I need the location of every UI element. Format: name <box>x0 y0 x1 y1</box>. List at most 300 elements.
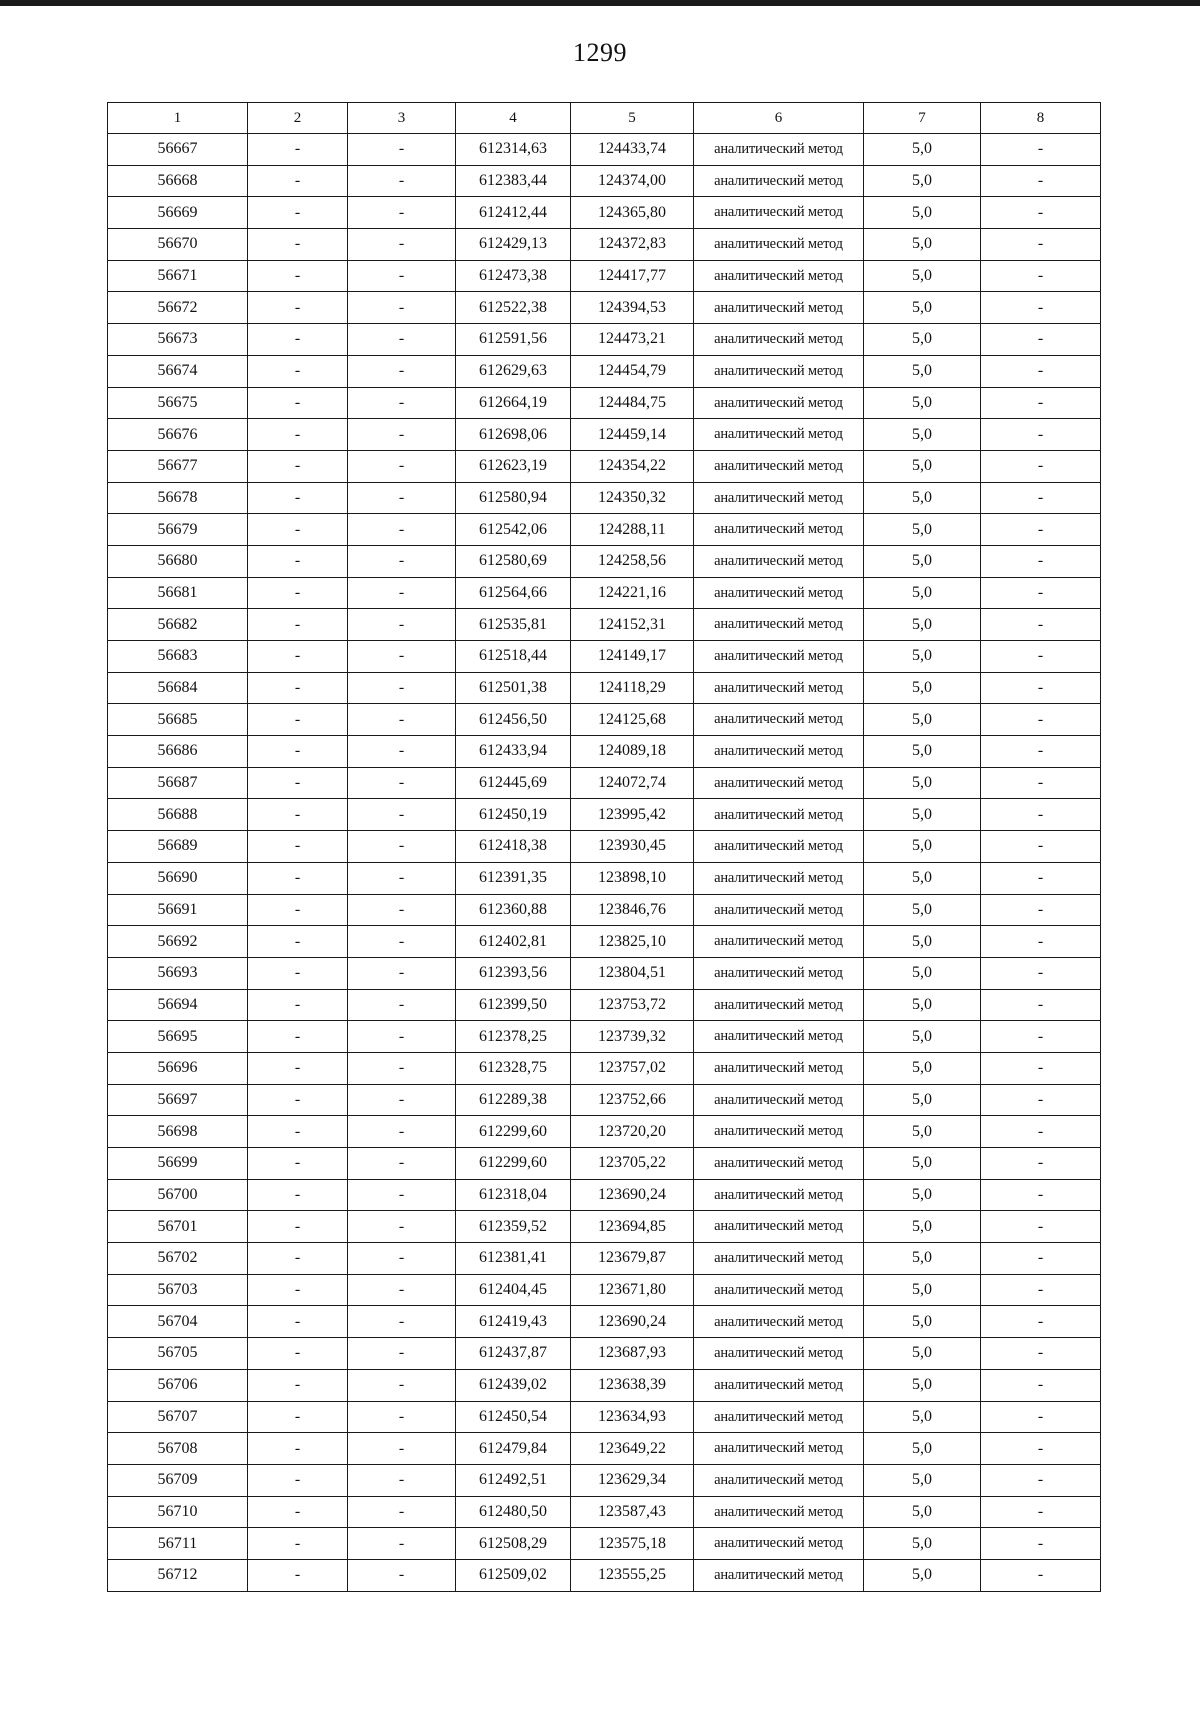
method-cell: аналитический метод <box>694 355 864 387</box>
accuracy-cell: 5,0 <box>864 1528 981 1560</box>
y-coordinate-cell: 124454,79 <box>571 355 694 387</box>
col8-cell: - <box>981 197 1101 229</box>
col8-cell: - <box>981 1559 1101 1591</box>
point-number-cell: 56673 <box>108 324 248 356</box>
column-header: 1 <box>108 103 248 134</box>
col8-cell: - <box>981 387 1101 419</box>
point-number-cell: 56674 <box>108 355 248 387</box>
col3-cell: - <box>348 862 456 894</box>
x-coordinate-cell: 612433,94 <box>456 736 571 768</box>
table-row <box>108 831 1101 863</box>
col2-cell: - <box>248 1148 348 1180</box>
col8-cell: - <box>981 324 1101 356</box>
col3-cell: - <box>348 1496 456 1528</box>
col2-cell: - <box>248 926 348 958</box>
col3-cell: - <box>348 292 456 324</box>
table-row <box>108 641 1101 673</box>
table-row <box>108 926 1101 958</box>
column-header: 5 <box>571 103 694 134</box>
method-cell: аналитический метод <box>694 1021 864 1053</box>
y-coordinate-cell: 124417,77 <box>571 260 694 292</box>
col8-cell: - <box>981 1401 1101 1433</box>
coordinates-table <box>107 102 1101 1592</box>
method-cell: аналитический метод <box>694 831 864 863</box>
table-row <box>108 1148 1101 1180</box>
method-cell: аналитический метод <box>694 1052 864 1084</box>
accuracy-cell: 5,0 <box>864 1179 981 1211</box>
point-number-cell: 56672 <box>108 292 248 324</box>
method-cell: аналитический метод <box>694 799 864 831</box>
accuracy-cell: 5,0 <box>864 1306 981 1338</box>
point-number-cell: 56671 <box>108 260 248 292</box>
method-cell: аналитический метод <box>694 260 864 292</box>
col8-cell: - <box>981 862 1101 894</box>
accuracy-cell: 5,0 <box>864 1211 981 1243</box>
table-row <box>108 229 1101 261</box>
point-number-cell: 56680 <box>108 545 248 577</box>
point-number-cell: 56709 <box>108 1464 248 1496</box>
method-cell: аналитический метод <box>694 514 864 546</box>
col2-cell: - <box>248 1084 348 1116</box>
col3-cell: - <box>348 926 456 958</box>
table-row <box>108 1084 1101 1116</box>
point-number-cell: 56687 <box>108 767 248 799</box>
col3-cell: - <box>348 577 456 609</box>
table-body <box>108 103 1101 1592</box>
point-number-cell: 56698 <box>108 1116 248 1148</box>
col2-cell: - <box>248 989 348 1021</box>
accuracy-cell: 5,0 <box>864 1021 981 1053</box>
x-coordinate-cell: 612391,35 <box>456 862 571 894</box>
col8-cell: - <box>981 482 1101 514</box>
point-number-cell: 56700 <box>108 1179 248 1211</box>
column-header: 2 <box>248 103 348 134</box>
accuracy-cell: 5,0 <box>864 165 981 197</box>
accuracy-cell: 5,0 <box>864 831 981 863</box>
x-coordinate-cell: 612698,06 <box>456 419 571 451</box>
col8-cell: - <box>981 1433 1101 1465</box>
point-number-cell: 56695 <box>108 1021 248 1053</box>
y-coordinate-cell: 123671,80 <box>571 1274 694 1306</box>
point-number-cell: 56704 <box>108 1306 248 1338</box>
x-coordinate-cell: 612419,43 <box>456 1306 571 1338</box>
col2-cell: - <box>248 1211 348 1243</box>
x-coordinate-cell: 612378,25 <box>456 1021 571 1053</box>
y-coordinate-cell: 123690,24 <box>571 1179 694 1211</box>
col2-cell: - <box>248 419 348 451</box>
col3-cell: - <box>348 1211 456 1243</box>
col8-cell: - <box>981 831 1101 863</box>
y-coordinate-cell: 123757,02 <box>571 1052 694 1084</box>
x-coordinate-cell: 612399,50 <box>456 989 571 1021</box>
table-row <box>108 324 1101 356</box>
point-number-cell: 56710 <box>108 1496 248 1528</box>
col8-cell: - <box>981 672 1101 704</box>
point-number-cell: 56669 <box>108 197 248 229</box>
x-coordinate-cell: 612404,45 <box>456 1274 571 1306</box>
table-row <box>108 1116 1101 1148</box>
col8-cell: - <box>981 134 1101 166</box>
x-coordinate-cell: 612509,02 <box>456 1559 571 1591</box>
point-number-cell: 56681 <box>108 577 248 609</box>
column-header: 6 <box>694 103 864 134</box>
y-coordinate-cell: 123898,10 <box>571 862 694 894</box>
point-number-cell: 56706 <box>108 1369 248 1401</box>
x-coordinate-cell: 612439,02 <box>456 1369 571 1401</box>
x-coordinate-cell: 612359,52 <box>456 1211 571 1243</box>
y-coordinate-cell: 124433,74 <box>571 134 694 166</box>
col2-cell: - <box>248 957 348 989</box>
accuracy-cell: 5,0 <box>864 1369 981 1401</box>
column-header: 8 <box>981 103 1101 134</box>
method-cell: аналитический метод <box>694 736 864 768</box>
point-number-cell: 56697 <box>108 1084 248 1116</box>
x-coordinate-cell: 612318,04 <box>456 1179 571 1211</box>
col3-cell: - <box>348 704 456 736</box>
col3-cell: - <box>348 894 456 926</box>
table-row <box>108 1211 1101 1243</box>
col2-cell: - <box>248 1401 348 1433</box>
x-coordinate-cell: 612299,60 <box>456 1148 571 1180</box>
y-coordinate-cell: 124089,18 <box>571 736 694 768</box>
accuracy-cell: 5,0 <box>864 957 981 989</box>
table-row <box>108 736 1101 768</box>
point-number-cell: 56705 <box>108 1338 248 1370</box>
col3-cell: - <box>348 545 456 577</box>
col3-cell: - <box>348 324 456 356</box>
col8-cell: - <box>981 229 1101 261</box>
accuracy-cell: 5,0 <box>864 419 981 451</box>
col3-cell: - <box>348 1464 456 1496</box>
table-row <box>108 672 1101 704</box>
col2-cell: - <box>248 1116 348 1148</box>
x-coordinate-cell: 612629,63 <box>456 355 571 387</box>
method-cell: аналитический метод <box>694 641 864 673</box>
table-row <box>108 514 1101 546</box>
table-row <box>108 1401 1101 1433</box>
point-number-cell: 56694 <box>108 989 248 1021</box>
y-coordinate-cell: 124118,29 <box>571 672 694 704</box>
point-number-cell: 56670 <box>108 229 248 261</box>
col2-cell: - <box>248 577 348 609</box>
col8-cell: - <box>981 1369 1101 1401</box>
col2-cell: - <box>248 894 348 926</box>
col2-cell: - <box>248 165 348 197</box>
x-coordinate-cell: 612314,63 <box>456 134 571 166</box>
method-cell: аналитический метод <box>694 292 864 324</box>
col8-cell: - <box>981 1211 1101 1243</box>
table-row <box>108 1021 1101 1053</box>
col2-cell: - <box>248 704 348 736</box>
col2-cell: - <box>248 1179 348 1211</box>
method-cell: аналитический метод <box>694 862 864 894</box>
col3-cell: - <box>348 355 456 387</box>
col8-cell: - <box>981 799 1101 831</box>
accuracy-cell: 5,0 <box>864 1496 981 1528</box>
col8-cell: - <box>981 514 1101 546</box>
accuracy-cell: 5,0 <box>864 1052 981 1084</box>
y-coordinate-cell: 124149,17 <box>571 641 694 673</box>
y-coordinate-cell: 124374,00 <box>571 165 694 197</box>
col2-cell: - <box>248 1274 348 1306</box>
point-number-cell: 56696 <box>108 1052 248 1084</box>
col2-cell: - <box>248 514 348 546</box>
method-cell: аналитический метод <box>694 229 864 261</box>
col8-cell: - <box>981 989 1101 1021</box>
col2-cell: - <box>248 134 348 166</box>
col2-cell: - <box>248 1243 348 1275</box>
accuracy-cell: 5,0 <box>864 1274 981 1306</box>
col8-cell: - <box>981 641 1101 673</box>
x-coordinate-cell: 612580,94 <box>456 482 571 514</box>
y-coordinate-cell: 123687,93 <box>571 1338 694 1370</box>
col2-cell: - <box>248 1021 348 1053</box>
method-cell: аналитический метод <box>694 1369 864 1401</box>
accuracy-cell: 5,0 <box>864 1116 981 1148</box>
accuracy-cell: 5,0 <box>864 482 981 514</box>
table-row <box>108 862 1101 894</box>
accuracy-cell: 5,0 <box>864 799 981 831</box>
x-coordinate-cell: 612501,38 <box>456 672 571 704</box>
col3-cell: - <box>348 1274 456 1306</box>
col2-cell: - <box>248 672 348 704</box>
method-cell: аналитический метод <box>694 1116 864 1148</box>
x-coordinate-cell: 612299,60 <box>456 1116 571 1148</box>
y-coordinate-cell: 123705,22 <box>571 1148 694 1180</box>
accuracy-cell: 5,0 <box>864 292 981 324</box>
accuracy-cell: 5,0 <box>864 1464 981 1496</box>
y-coordinate-cell: 123995,42 <box>571 799 694 831</box>
y-coordinate-cell: 123638,39 <box>571 1369 694 1401</box>
col8-cell: - <box>981 1116 1101 1148</box>
x-coordinate-cell: 612456,50 <box>456 704 571 736</box>
accuracy-cell: 5,0 <box>864 577 981 609</box>
col8-cell: - <box>981 355 1101 387</box>
point-number-cell: 56689 <box>108 831 248 863</box>
point-number-cell: 56678 <box>108 482 248 514</box>
point-number-cell: 56677 <box>108 450 248 482</box>
col2-cell: - <box>248 260 348 292</box>
y-coordinate-cell: 123634,93 <box>571 1401 694 1433</box>
method-cell: аналитический метод <box>694 482 864 514</box>
point-number-cell: 56699 <box>108 1148 248 1180</box>
accuracy-cell: 5,0 <box>864 1559 981 1591</box>
y-coordinate-cell: 123720,20 <box>571 1116 694 1148</box>
table-row <box>108 260 1101 292</box>
method-cell: аналитический метод <box>694 767 864 799</box>
col3-cell: - <box>348 1306 456 1338</box>
accuracy-cell: 5,0 <box>864 134 981 166</box>
y-coordinate-cell: 124459,14 <box>571 419 694 451</box>
accuracy-cell: 5,0 <box>864 672 981 704</box>
y-coordinate-cell: 123753,72 <box>571 989 694 1021</box>
method-cell: аналитический метод <box>694 672 864 704</box>
col2-cell: - <box>248 450 348 482</box>
col8-cell: - <box>981 292 1101 324</box>
table-row <box>108 1306 1101 1338</box>
y-coordinate-cell: 124372,83 <box>571 229 694 261</box>
x-coordinate-cell: 612289,38 <box>456 1084 571 1116</box>
col8-cell: - <box>981 165 1101 197</box>
accuracy-cell: 5,0 <box>864 229 981 261</box>
accuracy-cell: 5,0 <box>864 1338 981 1370</box>
point-number-cell: 56682 <box>108 609 248 641</box>
col3-cell: - <box>348 1433 456 1465</box>
x-coordinate-cell: 612437,87 <box>456 1338 571 1370</box>
method-cell: аналитический метод <box>694 704 864 736</box>
col2-cell: - <box>248 545 348 577</box>
y-coordinate-cell: 123679,87 <box>571 1243 694 1275</box>
point-number-cell: 56679 <box>108 514 248 546</box>
col2-cell: - <box>248 1369 348 1401</box>
y-coordinate-cell: 123804,51 <box>571 957 694 989</box>
col2-cell: - <box>248 1052 348 1084</box>
y-coordinate-cell: 124365,80 <box>571 197 694 229</box>
col2-cell: - <box>248 355 348 387</box>
method-cell: аналитический метод <box>694 894 864 926</box>
col2-cell: - <box>248 1433 348 1465</box>
method-cell: аналитический метод <box>694 324 864 356</box>
col3-cell: - <box>348 197 456 229</box>
col8-cell: - <box>981 1148 1101 1180</box>
table-row <box>108 609 1101 641</box>
table-row <box>108 577 1101 609</box>
x-coordinate-cell: 612381,41 <box>456 1243 571 1275</box>
table-row <box>108 545 1101 577</box>
table-row <box>108 292 1101 324</box>
point-number-cell: 56707 <box>108 1401 248 1433</box>
method-cell: аналитический метод <box>694 1528 864 1560</box>
x-coordinate-cell: 612402,81 <box>456 926 571 958</box>
table-row <box>108 1559 1101 1591</box>
col3-cell: - <box>348 514 456 546</box>
point-number-cell: 56692 <box>108 926 248 958</box>
x-coordinate-cell: 612429,13 <box>456 229 571 261</box>
y-coordinate-cell: 124394,53 <box>571 292 694 324</box>
point-number-cell: 56675 <box>108 387 248 419</box>
table-row <box>108 1052 1101 1084</box>
point-number-cell: 56667 <box>108 134 248 166</box>
y-coordinate-cell: 123930,45 <box>571 831 694 863</box>
col3-cell: - <box>348 1401 456 1433</box>
point-number-cell: 56668 <box>108 165 248 197</box>
method-cell: аналитический метод <box>694 609 864 641</box>
accuracy-cell: 5,0 <box>864 926 981 958</box>
col3-cell: - <box>348 387 456 419</box>
col3-cell: - <box>348 1084 456 1116</box>
accuracy-cell: 5,0 <box>864 197 981 229</box>
point-number-cell: 56683 <box>108 641 248 673</box>
col8-cell: - <box>981 1274 1101 1306</box>
y-coordinate-cell: 124125,68 <box>571 704 694 736</box>
accuracy-cell: 5,0 <box>864 324 981 356</box>
x-coordinate-cell: 612535,81 <box>456 609 571 641</box>
table-row <box>108 1528 1101 1560</box>
method-cell: аналитический метод <box>694 387 864 419</box>
col2-cell: - <box>248 862 348 894</box>
table-header-row <box>108 103 1101 134</box>
method-cell: аналитический метод <box>694 197 864 229</box>
x-coordinate-cell: 612492,51 <box>456 1464 571 1496</box>
method-cell: аналитический метод <box>694 134 864 166</box>
accuracy-cell: 5,0 <box>864 894 981 926</box>
col3-cell: - <box>348 1369 456 1401</box>
accuracy-cell: 5,0 <box>864 355 981 387</box>
col3-cell: - <box>348 450 456 482</box>
col2-cell: - <box>248 736 348 768</box>
y-coordinate-cell: 123739,32 <box>571 1021 694 1053</box>
y-coordinate-cell: 124350,32 <box>571 482 694 514</box>
page-number: 1299 <box>573 38 627 67</box>
table-row <box>108 1179 1101 1211</box>
y-coordinate-cell: 123575,18 <box>571 1528 694 1560</box>
col8-cell: - <box>981 1084 1101 1116</box>
table-row <box>108 165 1101 197</box>
y-coordinate-cell: 124221,16 <box>571 577 694 609</box>
table-row <box>108 1243 1101 1275</box>
col3-cell: - <box>348 641 456 673</box>
col3-cell: - <box>348 1528 456 1560</box>
point-number-cell: 56690 <box>108 862 248 894</box>
col3-cell: - <box>348 736 456 768</box>
point-number-cell: 56702 <box>108 1243 248 1275</box>
x-coordinate-cell: 612393,56 <box>456 957 571 989</box>
y-coordinate-cell: 123752,66 <box>571 1084 694 1116</box>
col2-cell: - <box>248 1338 348 1370</box>
col8-cell: - <box>981 1243 1101 1275</box>
y-coordinate-cell: 123694,85 <box>571 1211 694 1243</box>
col3-cell: - <box>348 229 456 261</box>
point-number-cell: 56708 <box>108 1433 248 1465</box>
accuracy-cell: 5,0 <box>864 260 981 292</box>
method-cell: аналитический метод <box>694 1243 864 1275</box>
col3-cell: - <box>348 767 456 799</box>
x-coordinate-cell: 612479,84 <box>456 1433 571 1465</box>
col2-cell: - <box>248 799 348 831</box>
table-row <box>108 1433 1101 1465</box>
col2-cell: - <box>248 1528 348 1560</box>
table-row <box>108 134 1101 166</box>
accuracy-cell: 5,0 <box>864 514 981 546</box>
accuracy-cell: 5,0 <box>864 1084 981 1116</box>
col8-cell: - <box>981 545 1101 577</box>
col8-cell: - <box>981 1464 1101 1496</box>
col2-cell: - <box>248 229 348 261</box>
method-cell: аналитический метод <box>694 1274 864 1306</box>
x-coordinate-cell: 612383,44 <box>456 165 571 197</box>
method-cell: аналитический метод <box>694 1464 864 1496</box>
method-cell: аналитический метод <box>694 1496 864 1528</box>
accuracy-cell: 5,0 <box>864 545 981 577</box>
table-row <box>108 482 1101 514</box>
point-number-cell: 56688 <box>108 799 248 831</box>
method-cell: аналитический метод <box>694 1559 864 1591</box>
x-coordinate-cell: 612412,44 <box>456 197 571 229</box>
col8-cell: - <box>981 1496 1101 1528</box>
table-row <box>108 989 1101 1021</box>
col2-cell: - <box>248 831 348 863</box>
col3-cell: - <box>348 957 456 989</box>
accuracy-cell: 5,0 <box>864 1401 981 1433</box>
col2-cell: - <box>248 324 348 356</box>
col2-cell: - <box>248 197 348 229</box>
accuracy-cell: 5,0 <box>864 1433 981 1465</box>
accuracy-cell: 5,0 <box>864 862 981 894</box>
point-number-cell: 56711 <box>108 1528 248 1560</box>
y-coordinate-cell: 123629,34 <box>571 1464 694 1496</box>
y-coordinate-cell: 123690,24 <box>571 1306 694 1338</box>
col8-cell: - <box>981 1306 1101 1338</box>
